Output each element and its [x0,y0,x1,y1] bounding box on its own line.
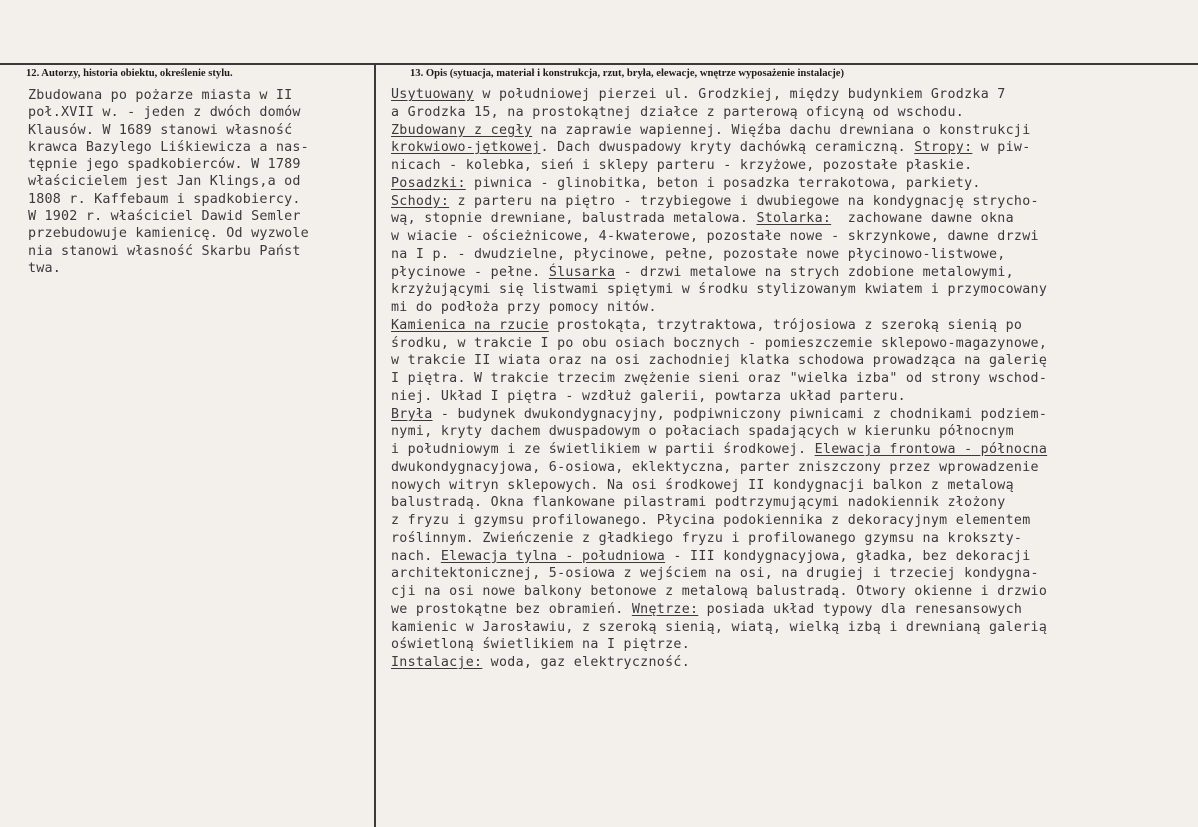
description-line [391,335,1191,353]
description-line [391,281,1191,299]
history-line: poł.XVII w. - jeden z dwóch domów [28,105,301,121]
description-line [391,548,1191,566]
description-segment: . Dach dwuspadowy kryty dachówką ceramiczną. [540,140,915,156]
history-text [28,87,368,277]
description-line [391,246,1191,264]
description-line [391,228,1191,246]
description-line [391,175,1191,193]
description-segment: z fryzu i gzymsu profilowanego. Płycina podokiennika z dekoracyjnym elementem [391,513,1031,528]
description-text [391,86,1191,672]
description-segment: - budynek dwukondygnacyjny, podpiwniczony piwnicami z chodnikami podziem- [432,406,1048,422]
underlined-term: Ślusarka [548,264,616,280]
history-line: nia stanowi własność Skarbu Państ [28,243,301,259]
description-segment: nowych witryn sklepowych. Na osi środkowej II kondygnacji balkon z metalową [391,477,1014,493]
description-segment: woda, gaz elektryczność. [482,655,690,670]
history-line: 1808 r. Kaffebaum i spadkobiercy. [28,191,301,207]
description-line [391,317,1191,335]
history-line: W 1902 r. właściciel Dawid Semler [28,209,301,225]
description-line [391,423,1191,441]
description-segment: w piw- [972,140,1031,156]
description-segment: prostokąta, trzytraktowa, trójosiowa z szeroką sienią po [548,317,1023,333]
column-divider [374,63,376,827]
description-segment: środku, w trakcie I po obu osiach bocznych - pomieszczemie sklepowo-magazynowe, [391,335,1048,351]
description-segment: - drzwi metalowe na strych zdobione metalowymi, [615,264,1014,280]
description-segment: z parteru na piętro - trzybiegowe i dwubiegowe na kondygnację strycho- [449,193,1039,209]
description-line [391,441,1191,459]
description-line [391,193,1191,211]
description-segment: architektonicznej, 5-osiowa z wejściem na osi, na drugiej i trzeciej kondygna- [391,566,1039,582]
description-line [391,264,1191,282]
history-line: właścicielem jest Jan Klings,a od [28,174,301,190]
description-line [391,583,1191,601]
underlined-term: Instalacje: [391,655,483,670]
description-line [391,299,1191,317]
description-line [391,104,1191,122]
description-segment: kamienic w Jarosławiu, z szeroką sienią, wiatą, wielką izbą i drewnianą galerią [391,619,1048,635]
top-rule [0,63,1198,65]
description-segment: dwukondygnacyjowa, 6-osiowa, eklektyczna, parter zniszczony przez wprowadzenie [391,459,1039,475]
description-line [391,370,1191,388]
description-line [391,459,1191,477]
description-line [391,636,1191,654]
underlined-term: Schody: [391,193,450,209]
description-line [391,86,1191,104]
history-line: twa. [28,260,62,276]
history-line: Klausów. W 1689 stanowi własność [28,122,293,138]
description-segment: w trakcie II wiata oraz na osi zachodniej klatka schodowa prowadząca na galerię [391,353,1048,369]
description-segment: zachowane dawne okna [831,211,1014,227]
history-line: przebudowuje kamienicę. Od wyzwole [28,226,309,242]
description-segment: nymi, kryty dachem dwuspadowym o połaciach spadających w kierunku północnym [391,424,1014,440]
description-line [391,601,1191,619]
section-12-heading: 12. Autorzy, historia obiektu, określenie stylu. [26,68,233,79]
description-segment: a Grodzka 15, na prostokątnej działce z parterową oficyną od wschodu. [391,104,965,120]
underlined-term: Usytuowany [391,87,475,102]
description-segment: i południowym i ze świetlikiem w partii środkowej. [391,442,815,457]
description-line [391,352,1191,370]
description-segment: na zaprawie wapiennej. Więźba dachu drewniana o konstrukcji [532,122,1031,138]
description-segment: w wiacie - ościeżnicowe, 4-kwaterowe, pozostałe nowe - skrzynkowe, dawne drzwi [391,229,1039,244]
description-line [391,406,1191,424]
description-segment: oświetloną świetlikiem na I piętrze. [391,637,690,653]
underlined-term: Kamienica na rzucie [391,317,549,333]
description-segment: posiada układ typowy dla renesansowych [698,601,1023,617]
underlined-term: Stolarka: [756,211,832,227]
description-segment: mi do podłoża przy pomocy nitów. [391,300,657,315]
underlined-term: Elewacja tylna - południowa [440,548,666,564]
description-line [391,477,1191,495]
description-line [391,530,1191,548]
description-line [391,157,1191,175]
underlined-term: Zbudowany z cegły [391,122,533,138]
underlined-term: Posadzki: [391,175,466,191]
description-line [391,388,1191,406]
history-line: krawca Bazylego Liśkiewicza a nas- [28,139,309,155]
description-segment: płycinowe - pełne. [391,264,549,280]
description-line [391,654,1191,672]
description-line [391,494,1191,512]
history-line: tępnie jego spadkobierców. W 1789 [28,157,301,173]
description-segment: roślinnym. Zwieńczenie z gładkiego fryzu i profilowanego gzymsu na krokszty- [391,530,1023,546]
description-line [391,210,1191,228]
description-segment: w południowej pierzei ul. Grodzkiej, między budynkiem Grodzka 7 [474,87,1006,102]
description-segment: I piętra. W trakcie trzecim zwężenie sieni oraz "wielka izba" od strony wschod- [391,371,1048,386]
description-segment: nicach - kolebka, sień i sklepy parteru - krzyżowe, pozostałe płaskie. [391,158,973,173]
description-segment: nach. [391,548,441,564]
description-segment: na I p. - dwudzielne, płycinowe, pełne, pozostałe nowe płycinowo-listwowe, [391,246,1006,262]
description-segment: krzyżującymi się listwami spiętymi w środku stylizowanym kwiatem i przymocowany [391,282,1048,298]
description-segment: - III kondygnacyjowa, gładka, bez dekoracji [665,548,1031,564]
description-segment: piwnica - glinobitka, beton i posadzka terrakotowa, parkiety. [465,175,981,191]
description-line [391,122,1191,140]
underlined-term: Bryła [391,406,433,422]
description-line [391,619,1191,637]
underlined-term: Elewacja frontowa - północna [814,442,1048,457]
description-line [391,512,1191,530]
description-segment: we prostokątne bez obramień. [391,601,632,617]
description-segment: niej. Układ I piętra - wzdłuż galerii, powtarza układ parteru. [391,388,906,404]
section-13-heading: 13. Opis (sytuacja, materiał i konstrukcja, rzut, bryła, elewacje, wnętrze wyposażenie instalacje) [410,68,844,79]
description-segment: wą, stopnie drewniane, balustrada metalowa. [391,211,757,227]
description-segment: cji na osi nowe balkony betonowe z metalową balustradą. Otwory okienne i drzwio [391,584,1048,599]
underlined-term: Stropy: [914,140,973,156]
underlined-term: Wnętrze: [631,601,699,617]
description-segment: balustradą. Okna flankowane pilastrami podtrzymującymi nadokiennik złożony [391,495,1006,511]
description-line [391,565,1191,583]
history-line: Zbudowana po pożarze miasta w II [28,88,293,103]
underlined-term: krokwiowo-jętkowej [391,140,541,156]
description-line [391,139,1191,157]
